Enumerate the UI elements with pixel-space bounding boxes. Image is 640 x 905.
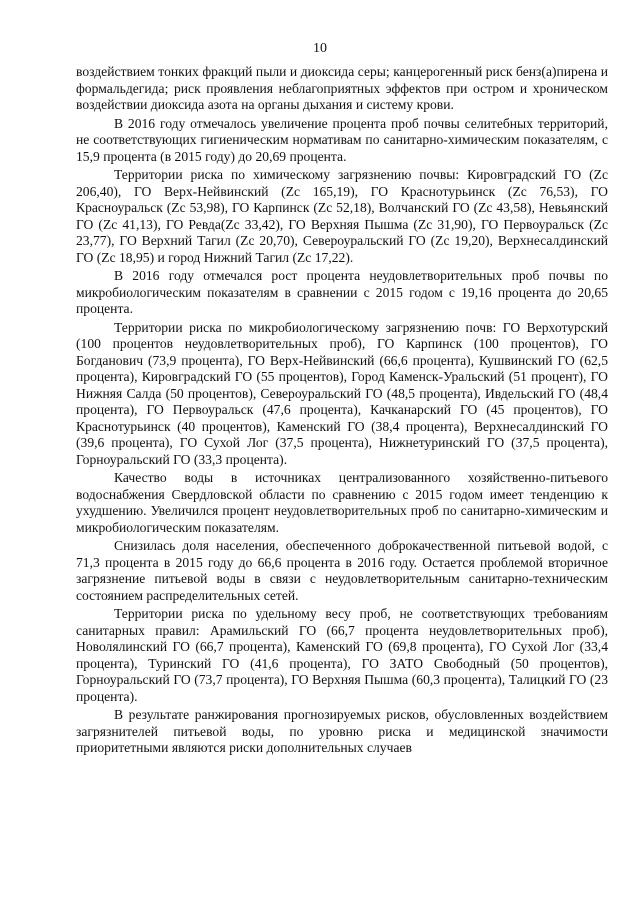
page-number: 10 — [313, 41, 327, 56]
paragraph-5: Территории риска по микробиологическому загрязнению почв: ГО Верхотурский (100 процентов неудовлетворительных проб), ГО Карпинск (100 процентов), ГО Богданович (73,9 процента), ГО Верх-Нейвинский (66,6 процента), Кушвинский ГО (62,5 процента), Кировградский ГО (55 процентов), Город Каменск-Уральский (51 процент), ГО Нижняя Салда (50 процентов), Североуральский ГО (48,5 процента), Ивдельский ГО (48,4 процента), ГО Первоуральск (47,6 процента), Качканарский ГО (45 процентов), ГО Краснотурьинск (40 процентов), Каменский ГО (38,4 процента), Верхнесалдинский ГО (39,6 процента), ГО Сухой Лог (37,5 процента), Нижнетуринский ГО (37,5 процента), Горноуральский ГО (33,3 процента). — [76, 319, 608, 467]
paragraph-8: Территории риска по удельному весу проб, не соответствующих требованиям санитарных правил: Арамильский ГО (66,7 процента неудовлетворительных проб), Новолялинский ГО (66,7 процента), Каменский ГО (69,8 процента), ГО Сухой Лог (33,4 процента), Туринский ГО (41,6 процента), ГО ЗАТО Свободный (50 процентов), Горноуральский ГО (73,7 процента), ГО Верхняя Пышма (60,3 процента), Талицкий ГО (23 процента). — [76, 606, 608, 704]
paragraph-4: В 2016 году отмечался рост процента неудовлетворительных проб почвы по микробиологическим показателям в сравнении с 2015 годом с 19,16 процента до 20,65 процента. — [76, 268, 608, 316]
paragraph-9: В результате ранжирования прогнозируемых рисков, обусловленных воздействием загрязнителей питьевой воды, по уровню риска и медицинской значимости приоритетными являются риски дополнительных случаев — [76, 707, 608, 755]
paragraph-1: воздействием тонких фракций пыли и диоксида серы; канцерогенный риск бенз(а)пирена и формальдегида; риск проявления неблагоприятных эффектов при остром и хроническом воздействии диоксида азота на органы дыхания и систему крови. — [76, 64, 608, 112]
paragraph-2: В 2016 году отмечалось увеличение процента проб почвы селитебных территорий, не соответствующих гигиеническим нормативам по санитарно-химическим показателям, с 15,9 процента (в 2015 году) до 20,69 процента. — [76, 115, 608, 164]
paragraph-3: Территории риска по химическому загрязнению почвы: Кировградский ГО (Zc 206,40), ГО Верх-Нейвинский (Zc 165,19), ГО Краснотурьинск (Zc 76,53), ГО Красноуральск (Zc 53,98), ГО Карпинск (Zc 52,18), Волчанский ГО (Zc 43,58), Невьянский ГО (Zc 41,13), ГО Ревда(Zc 33,42), ГО Верхняя Пышма (Zc 31,90), ГО Первоуральск (Zc 23,77), ГО Верхний Тагил (Zc 20,70), Североуральский ГО (Zc 19,20), Верхнесалдинский ГО (Zc 18,95) и город Нижний Тагил (Zc 17,22). — [76, 167, 608, 265]
paragraph-7: Снизилась доля населения, обеспеченного доброкачественной питьевой водой, с 71,3 процента в 2015 году до 66,6 процента в 2016 году. Остается проблемой вторичное загрязнение питьевой воды в связи с неудовлетворительным санитарно-техническим состоянием распределительных сетей. — [76, 538, 608, 603]
document-body — [76, 64, 608, 759]
paragraph-6: Качество воды в источниках централизованного хозяйственно-питьевого водоснабжения Свердловской области по сравнению с 2015 годом имеет тенденцию к ухудшению. Увеличился процент неудовлетворительных проб по санитарно-химическим и микробиологическим показателям. — [76, 470, 608, 535]
